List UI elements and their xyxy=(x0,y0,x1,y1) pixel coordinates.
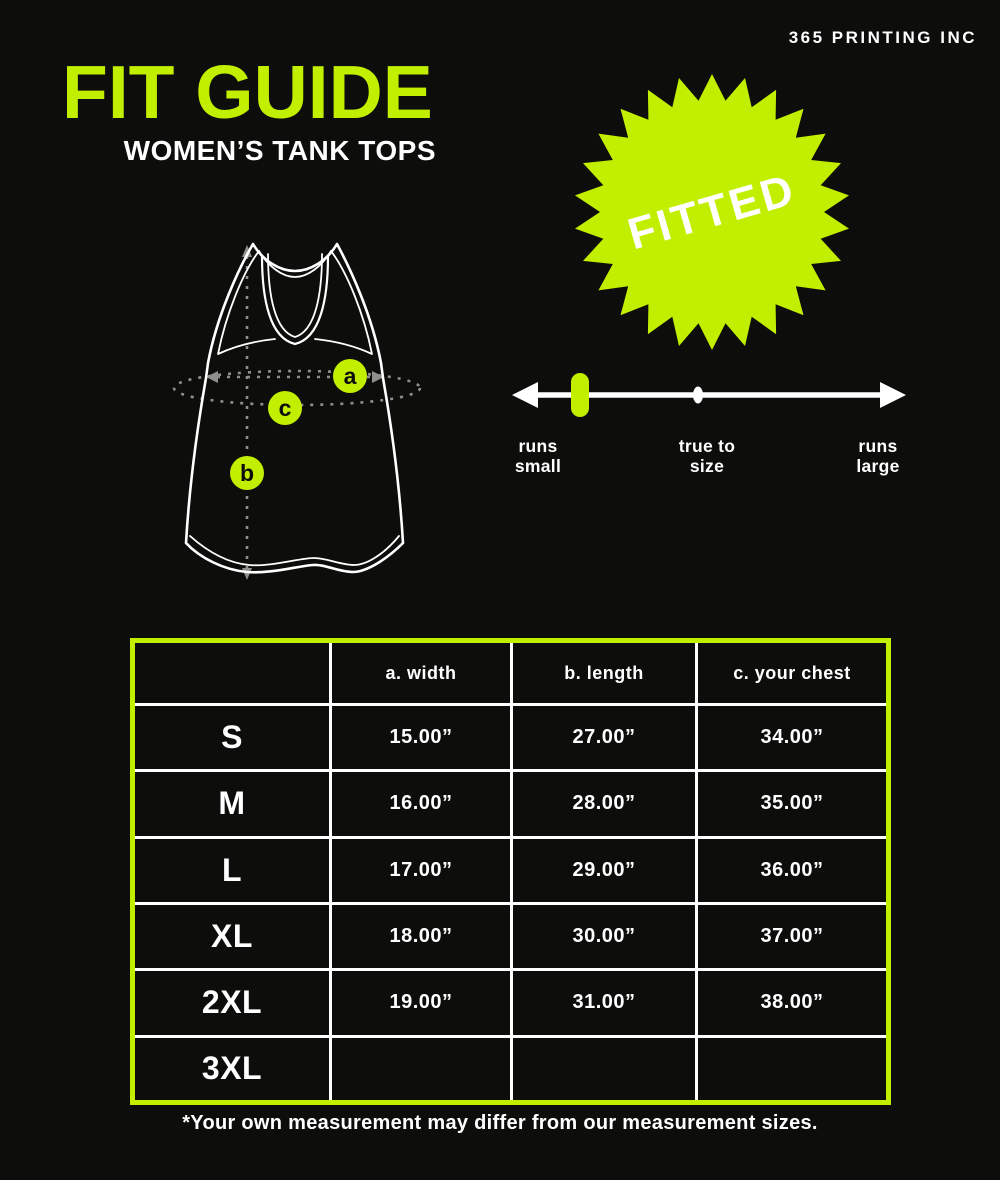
chest-cell: 36.00” xyxy=(697,837,889,903)
size-cell: 2XL xyxy=(133,970,331,1036)
tank-top-diagram xyxy=(150,230,480,590)
header-width: a. width xyxy=(331,641,512,705)
fit-scale-label-true-to-size xyxy=(679,436,736,476)
size-cell: 3XL xyxy=(133,1036,331,1102)
table-row-s xyxy=(133,705,889,771)
table-header-row xyxy=(133,641,889,705)
length-cell: 27.00” xyxy=(512,705,697,771)
footnote: *Your own measurement may differ from our measurement sizes. xyxy=(182,1112,818,1134)
marker-c-letter: c xyxy=(278,395,292,421)
length-cell: 29.00” xyxy=(512,837,697,903)
marker-c xyxy=(268,391,302,425)
size-cell: S xyxy=(133,705,331,771)
length-cell: 28.00” xyxy=(512,771,697,837)
length-cell: 30.00” xyxy=(512,903,697,969)
fit-scale xyxy=(498,365,918,425)
header-length: b. length xyxy=(512,641,697,705)
label-line: runs xyxy=(858,436,898,456)
label-line: size xyxy=(689,456,725,476)
fitted-badge xyxy=(562,62,862,362)
size-cell: M xyxy=(133,771,331,837)
arrow-down-icon xyxy=(242,568,252,580)
page-subtitle: WOMEN’S TANK TOPS xyxy=(123,135,436,166)
width-cell: 18.00” xyxy=(331,903,512,969)
label-line: runs xyxy=(518,436,558,456)
hem-inner-edge xyxy=(190,536,399,565)
header-size xyxy=(133,641,331,705)
label-line: small xyxy=(514,456,562,476)
length-cell xyxy=(512,1036,697,1102)
width-cell: 16.00” xyxy=(331,771,512,837)
chest-cell xyxy=(697,1036,889,1102)
fit-scale-label-runs-small xyxy=(515,436,561,476)
marker-b-letter: b xyxy=(239,460,255,486)
brand-name: 365 PRINTING INC xyxy=(788,28,977,47)
marker-b xyxy=(230,456,264,490)
true-to-size-tick xyxy=(693,387,703,404)
table-row-3xl xyxy=(133,1036,889,1102)
width-cell xyxy=(331,1036,512,1102)
page-title: FIT GUIDE xyxy=(62,50,433,134)
chest-cell: 38.00” xyxy=(697,970,889,1036)
chest-cell: 37.00” xyxy=(697,903,889,969)
label-line: true to xyxy=(678,436,736,456)
size-cell: XL xyxy=(133,903,331,969)
table-row-2xl xyxy=(133,970,889,1036)
neckline-inner-edge xyxy=(259,251,331,277)
width-cell: 15.00” xyxy=(331,705,512,771)
width-cell: 19.00” xyxy=(331,970,512,1036)
chest-cell: 34.00” xyxy=(697,705,889,771)
fit-indicator-handle xyxy=(571,373,589,417)
table-row-m xyxy=(133,771,889,837)
header-chest: c. your chest xyxy=(697,641,889,705)
table-row-xl xyxy=(133,903,889,969)
arrow-left-icon xyxy=(512,382,538,408)
fit-scale-label-runs-large xyxy=(856,436,899,476)
header xyxy=(62,52,436,166)
label-line: large xyxy=(856,456,900,476)
arrow-right-icon xyxy=(880,382,906,408)
badge-label: FITTED xyxy=(622,164,802,260)
marker-a-letter: a xyxy=(343,363,357,389)
length-cell: 31.00” xyxy=(512,970,697,1036)
width-cell: 17.00” xyxy=(331,837,512,903)
size-cell: L xyxy=(133,837,331,903)
size-chart-table xyxy=(130,638,891,1105)
marker-a xyxy=(333,359,367,393)
chest-cell: 35.00” xyxy=(697,771,889,837)
table-row-l xyxy=(133,837,889,903)
